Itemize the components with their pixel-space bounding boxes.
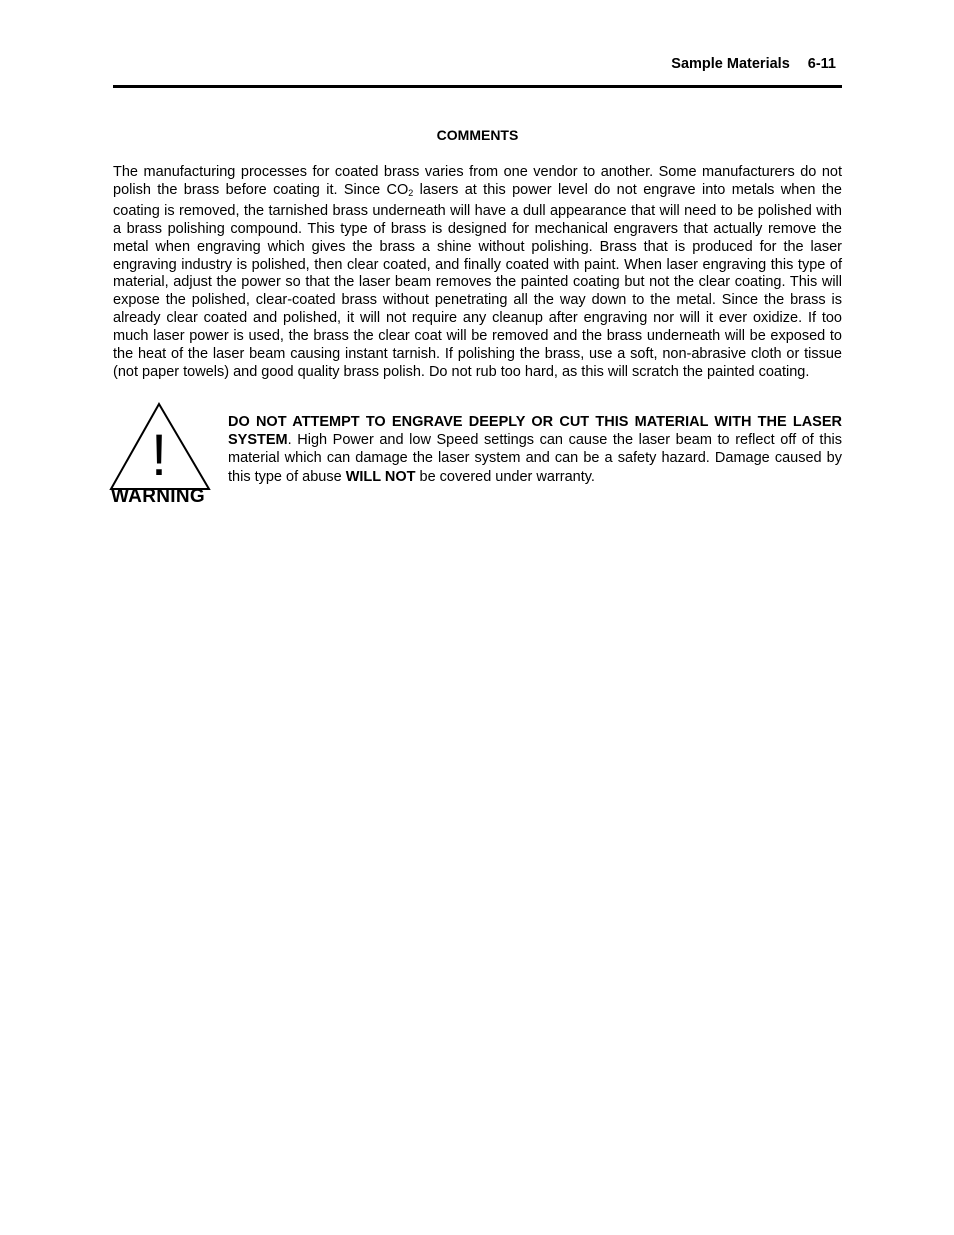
header-page-number: 6-11 [807, 56, 836, 72]
warning-bold-will-not: WILL NOT [345, 468, 416, 485]
warning-triangle-svg [108, 402, 214, 494]
comments-paragraph [113, 164, 842, 382]
warning-bold-lead: DO NOT ATTEMPT TO ENGRAVE DEEPLY OR CUT THIS MATERIAL WITH THE LASER SYSTEM [228, 414, 842, 449]
warning-label: WARNING [111, 486, 205, 507]
co2-subscript: 2 [408, 187, 414, 198]
exclamation-mark: ! [150, 423, 168, 488]
header-section-title: Sample Materials [671, 56, 790, 72]
page-header [671, 56, 836, 72]
header-rule [113, 85, 842, 88]
warning-text-1: . High Power and low Speed settings can cause the laser beam to reflect off of this material which can damage the laser system and can be a safety hazard. Damage caused by this type of abuse [228, 432, 842, 485]
paragraph-part-2: lasers at this power level do not engrave into metals when the coating is removed, the tarnished brass underneath will have a dull appearance that will need to be polished with a brass polishing compound. This type of brass is designed for mechanical engravers that actually remove the metal when engraving which gives the brass a shine without polishing. Brass that is produced for the laser engraving industry is polished, then clear coated, and finally coated with paint. When laser engraving this type of material, adjust the power so that the laser beam removes the painted coating but not the clear coating. This will expose the polished, clear-coated brass without penetrating all the way down to the metal. Since the brass is already clear coated and polished, it will not require any cleanup after engraving nor will it ever oxidize. If too much laser power is used, the brass the clear coat will be removed and the brass underneath will be exposed to the heat of the laser beam causing instant tarnish. If polishing the brass, use a soft, non-abrasive cloth or tissue (not paper towels) and good quality brass polish. Do not rub too hard, as this will scratch the painted coating. [113, 181, 842, 380]
warning-text [228, 413, 842, 486]
warning-text-2: be covered under warranty. [415, 468, 595, 485]
comments-heading: COMMENTS [436, 127, 519, 143]
paragraph-part-1: The manufacturing processes for coated brass varies from one vendor to another. Some manufacturers do not polish the brass before coating it. Since CO [113, 164, 842, 198]
